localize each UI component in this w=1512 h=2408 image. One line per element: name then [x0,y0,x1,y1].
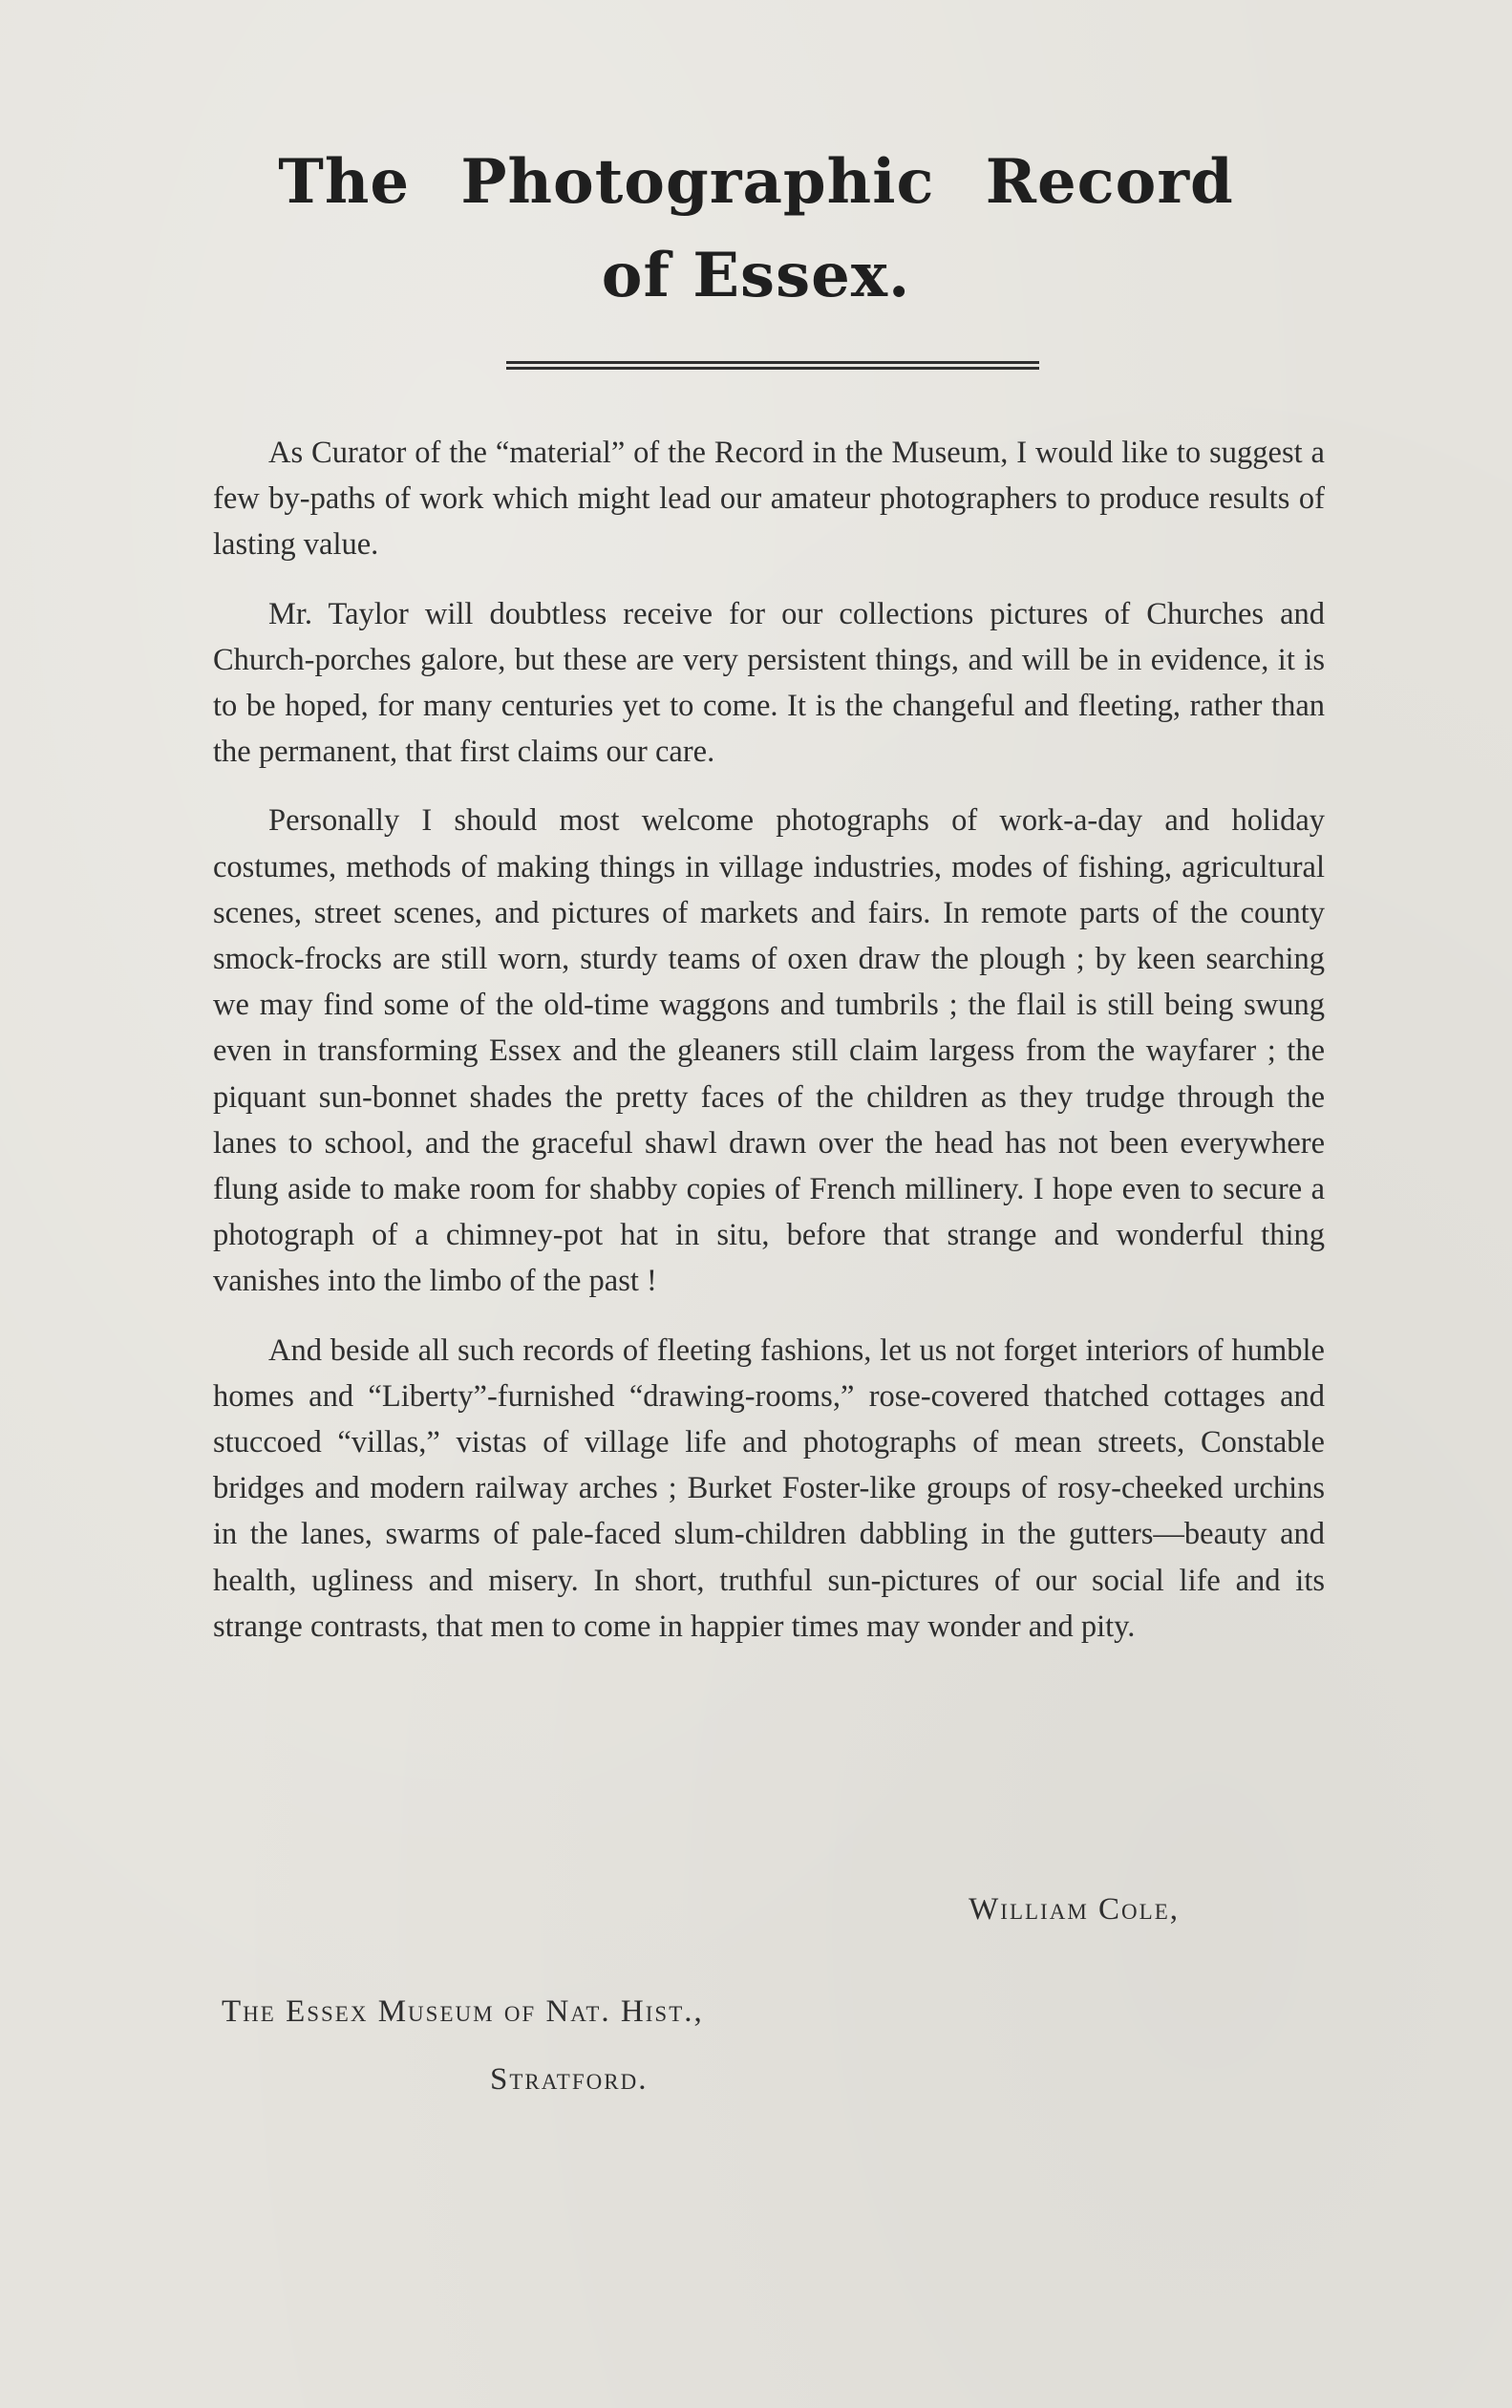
double-rule-divider [506,361,1039,370]
paragraph-3: Personally I should most welcome photographs of work-a-day and holiday costumes, methods of making things in village industries, modes of fishing, agricultural scenes, street scenes, and pictures of markets and fairs. In remote parts of the county smock-frocks are still worn, sturdy teams of oxen draw the plough ; by keen searching we may find some of the old-time waggons and tumbrils ; the flail is still being swung even in transforming Essex and the gleaners still claim largess from the wayfarer ; the piquant sun-bonnet shades the pretty faces of the children as they trudge through the lanes to school, and the graceful shawl drawn over the head has not been everywhere flung aside to make room for shabby copies of French millinery. I hope even to secure a photograph of a chimney-pot hat in situ, before that strange and wonderful thing vanishes into the limbo of the past ! [213,803,1325,1299]
title-line-2: of Essex. [601,240,911,311]
signature: William Cole, [969,1892,1180,1927]
address-line-2: Stratford. [490,2062,649,2097]
letter-body [213,430,1325,1673]
address-line-1: The Essex Museum of Nat. Hist., [222,1994,704,2029]
title-line-1: The Photographic Record [278,146,1234,218]
paragraph-2: Mr. Taylor will doubtless receive for our collections pictures of Churches and Church-porches galore, but these are very persistent things, and will be in evidence, it is to be hoped, for many centuries yet to come. It is the changeful and fleeting, rather than the permanent, that first claims our care. [213,596,1325,770]
paragraph-4: And beside all such records of fleeting fashions, let us not forget interiors of humble homes and “Liberty”-furnished “drawing-rooms,” rose-covered thatched cottages and stuccoed “villas,” vistas of village life and photographs of mean streets, Constable bridges and modern railway arches ; Burket Foster-like groups of rosy-cheeked urchins in the lanes, swarms of pale-faced slum-children dabbling in the gutters—beauty and health, ugliness and misery. In short, truthful sun-pictures of our social life and its strange contrasts, that men to come in happier times may wonder and pity. [213,1332,1325,1644]
page-title [0,136,1512,323]
paragraph-1: As Curator of the “material” of the Record in the Museum, I would like to suggest a few by-paths of work which might lead our amateur photographers to produce results of lasting value. [213,436,1325,563]
